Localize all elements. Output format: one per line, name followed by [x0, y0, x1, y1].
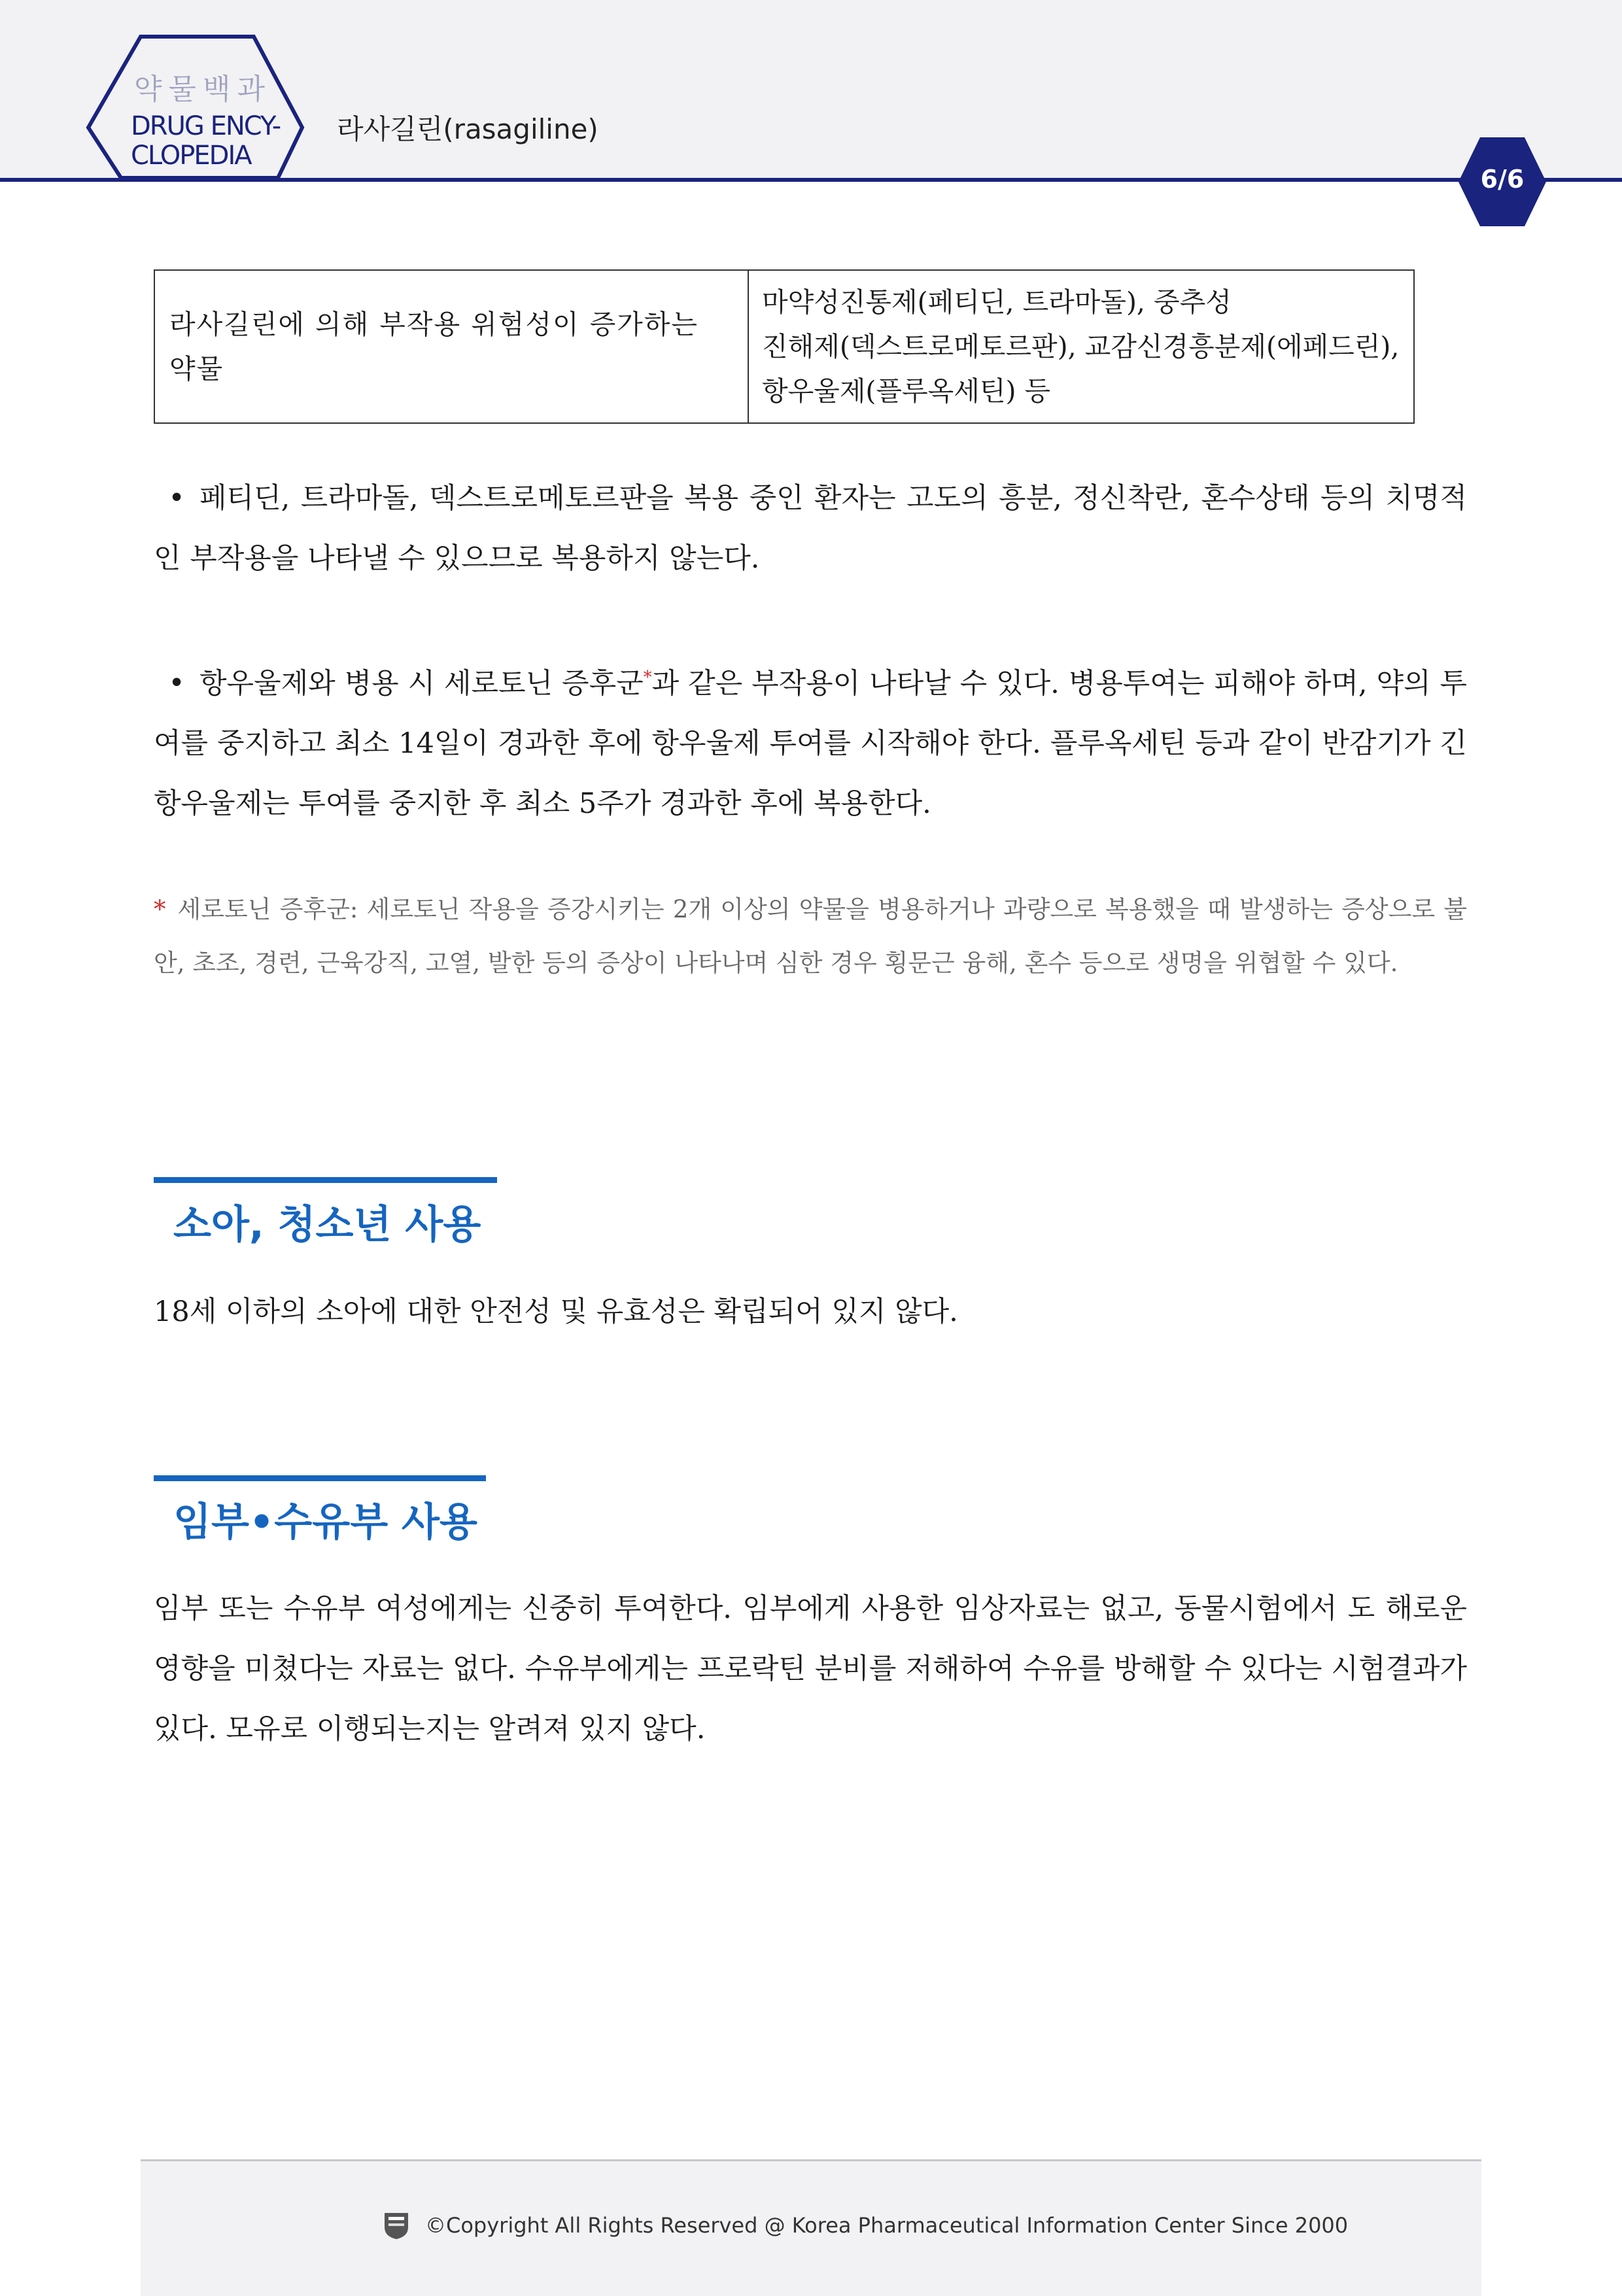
table-cell-label: 라사길린에 의해 부작용 위험성이 증가하는 약물 [154, 270, 748, 423]
shield-emblem-icon [382, 2210, 411, 2240]
logo-english-line2: CLOPEDIA [131, 141, 251, 171]
drug-list-line: 마약성진통제(페티딘, 트라마돌), 중추성 [762, 286, 1232, 318]
bullet-text-start: 항우울제와 병용 시 세로토닌 증후군 [199, 667, 644, 700]
bullet-text: 페티딘, 트라마돌, 덱스트로메토르판을 복용 중인 환자는 고도의 흥분, 정신착란, 혼수상태 등의 치명적인 부작용을 나타낼 수 있으므로 복용하지 않는다. [154, 482, 1467, 575]
table-cell-drugs [748, 270, 1414, 423]
table-row [154, 270, 1414, 423]
section-body-pediatric: 18세 이하의 소아에 대한 안전성 및 유효성은 확립되어 있지 않다. [154, 1295, 958, 1328]
page-indicator: 6/6 [1480, 165, 1525, 194]
footnote-marker: * [643, 668, 652, 687]
footnote-star: * [154, 895, 166, 923]
logo-korean: 약물백과 [134, 73, 272, 106]
header-divider [0, 178, 1622, 182]
drug-title: 라사길린(rasagiline) [337, 113, 598, 145]
section-accent-bar [154, 1475, 486, 1481]
section-title-pediatric: 소아, 청소년 사용 [173, 1202, 481, 1248]
footnote-text: 세로토닌 증후군: 세로토닌 작용을 증강시키는 2개 이상의 약물을 병용하거나 과량으로 복용했을 때 발생하는 증상으로 불안, 초조, 경련, 근육강직, 고열, 발한 등의 증상이 나타나며 심한 경우 횡문근 융해, 혼수 등으로 생명을 위협할 수 있다. [154, 895, 1467, 977]
bullet-text-end: 과 같은 부작용이 나타날 수 있다. 병용투여는 피해야 하며, 약의 투여를 중지하고 최소 14일이 경과한 후에 항우울제 투여를 시작해야 한다. 플루옥세틴 등과 같이 반감기가 긴 항우울제는 투여를 중지한 후 최소 5주가 경과한 후에 복용한다. [154, 667, 1467, 821]
interaction-table [154, 269, 1415, 424]
footer-copyright: ©Copyright All Rights Reserved @ Korea Pharmaceutical Information Center Since 2000 [425, 2213, 1349, 2238]
bullet-icon: • [168, 482, 185, 515]
section-accent-bar [154, 1177, 497, 1183]
drug-list-line: 항우울제(플루옥세틴) 등 [762, 375, 1051, 407]
footnote [154, 883, 1467, 990]
drug-list-line: 진해제(덱스트로메토르판), 교감신경흥분제(에페드린), [762, 331, 1400, 362]
bullet-icon: • [168, 667, 185, 700]
section-body-pregnancy: 임부 또는 수유부 여성에게는 신중히 투여한다. 임부에게 사용한 임상자료는 없고, 동물시험에서 도 해로운 영향을 미쳤다는 자료는 없다. 수유부에게는 프로락틴 분비를 저해하여 수유를 방해할 수 있다는 시험결과가 있다. 모유로 이행되는지는 알려져 있지 않다. [154, 1592, 1467, 1745]
logo-english-line1: DRUG ENCY- [131, 111, 281, 141]
section-title-pregnancy: 임부•수유부 사용 [173, 1499, 477, 1545]
bullet-paragraph [154, 468, 1467, 589]
bullet-paragraph [154, 647, 1467, 834]
